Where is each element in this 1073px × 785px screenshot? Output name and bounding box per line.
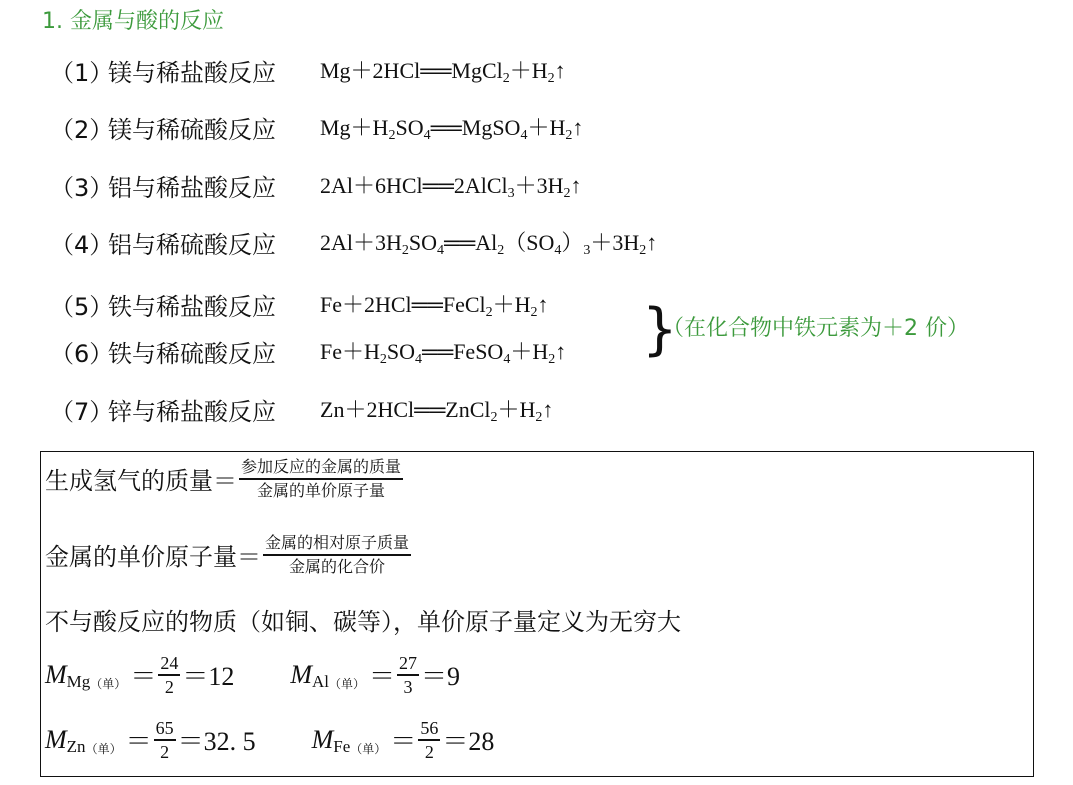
reaction-number: （6） (50, 339, 114, 368)
reaction-row (50, 389, 553, 429)
fraction-denominator: 3 (403, 676, 413, 697)
infinity-statement: 不与酸反应的物质（如铜、碳等），单价原子量定义为无穷大 (45, 608, 681, 636)
fraction-denominator: 2 (164, 676, 174, 697)
reaction-equation: $Mg+2HCl══MgCl_2+H_2↑$ (320, 57, 566, 86)
reaction-description: 铝与稀硫酸反应 (108, 230, 276, 259)
hydrogen-mass-formula (45, 456, 405, 502)
reaction-equation: $2Al+6HCl══2AlCl_3+3H_2↑$ (320, 172, 582, 201)
fraction-numerator: 65 (155, 718, 174, 738)
reaction-row (50, 331, 566, 371)
fraction-denominator: 金属的化合价 (289, 556, 386, 576)
reaction-equation: $2Al+3H_2SO_4══Al_2(SO_4)_3+3H_2↑$ (320, 229, 658, 258)
reaction-row (50, 284, 549, 324)
reaction-row (50, 165, 582, 205)
element-subscript: Zn (66, 736, 86, 756)
fraction-numerator: 金属的相对原子质量 (265, 533, 410, 552)
reaction-description: 铁与稀盐酸反应 (108, 292, 276, 321)
reaction-row (50, 222, 657, 262)
equals-sign: ＝ (369, 662, 396, 692)
iron-brace: } (642, 297, 678, 362)
formula-fraction (239, 456, 403, 502)
reaction-row (50, 50, 566, 90)
unit-subscript: （单） (85, 741, 122, 756)
unit-subscript: （单） (90, 676, 127, 691)
mass-symbol: M (311, 724, 334, 754)
equals-sign: ＝ (125, 727, 152, 757)
reaction-number: （4） (50, 230, 114, 259)
reaction-number: （2） (50, 115, 114, 144)
section-heading: 1. 金属与酸的反应 (42, 9, 224, 34)
fraction-numerator: 24 (160, 653, 179, 673)
unit-atomic-mass-formula (45, 532, 413, 578)
result-value: ＝12 (182, 662, 235, 692)
reaction-number: （5） (50, 292, 114, 321)
reaction-number: （3） (50, 173, 114, 202)
formula-fraction (263, 532, 411, 578)
unit-mass-row (45, 652, 460, 698)
value-fraction (158, 652, 180, 698)
reaction-description: 铝与稀盐酸反应 (108, 173, 276, 202)
reaction-equation: $Zn+2HCl══ZnCl_2+H_2↑$ (320, 396, 554, 425)
formula-lhs: 生成氢气的质量＝ (45, 467, 237, 496)
iron-valence-note: （在化合物中铁元素为＋2 价） (662, 316, 969, 341)
summary-box (40, 451, 1034, 777)
reaction-number: （7） (50, 397, 114, 426)
unit-mass-al (290, 652, 460, 698)
unit-mass-row (45, 717, 494, 763)
reaction-description: 铁与稀硫酸反应 (108, 339, 276, 368)
unit-mass-zn (45, 717, 256, 763)
unit-mass-mg (45, 652, 234, 698)
fraction-denominator: 2 (160, 741, 170, 762)
reaction-number: （1） (50, 58, 114, 87)
element-subscript: Fe (333, 736, 351, 756)
fraction-numerator: 56 (420, 718, 439, 738)
reaction-description: 镁与稀盐酸反应 (108, 58, 276, 87)
equals-sign: ＝ (390, 727, 417, 757)
reaction-row (50, 107, 583, 147)
element-subscript: Al (312, 671, 330, 691)
unit-subscript: （单） (329, 676, 366, 691)
value-fraction (154, 717, 176, 763)
result-value: ＝9 (421, 662, 461, 692)
value-fraction (418, 717, 440, 763)
unit-mass-fe (312, 717, 495, 763)
unit-subscript: （单） (350, 741, 387, 756)
mass-symbol: M (290, 659, 313, 689)
element-subscript: Mg (66, 671, 91, 691)
reaction-equation: $Fe+H_2SO_4══FeSO_4+H_2↑$ (320, 338, 567, 367)
fraction-numerator: 27 (399, 653, 418, 673)
result-value: ＝32. 5 (177, 727, 256, 757)
reaction-description: 锌与稀盐酸反应 (108, 397, 276, 426)
fraction-numerator: 参加反应的金属的质量 (241, 457, 402, 476)
mass-symbol: M (45, 659, 67, 689)
result-value: ＝28 (442, 727, 495, 757)
reaction-equation: $Mg+H_2SO_4══MgSO_4+H_2↑$ (320, 114, 584, 143)
reaction-equation: $Fe+2HCl══FeCl_2+H_2↑$ (320, 291, 549, 320)
fraction-denominator: 金属的单价原子量 (257, 480, 386, 500)
mass-symbol: M (45, 724, 67, 754)
formula-lhs: 金属的单价原子量＝ (45, 543, 261, 572)
value-fraction (397, 652, 419, 698)
reaction-description: 镁与稀硫酸反应 (108, 115, 276, 144)
fraction-denominator: 2 (424, 741, 434, 762)
equals-sign: ＝ (130, 662, 157, 692)
